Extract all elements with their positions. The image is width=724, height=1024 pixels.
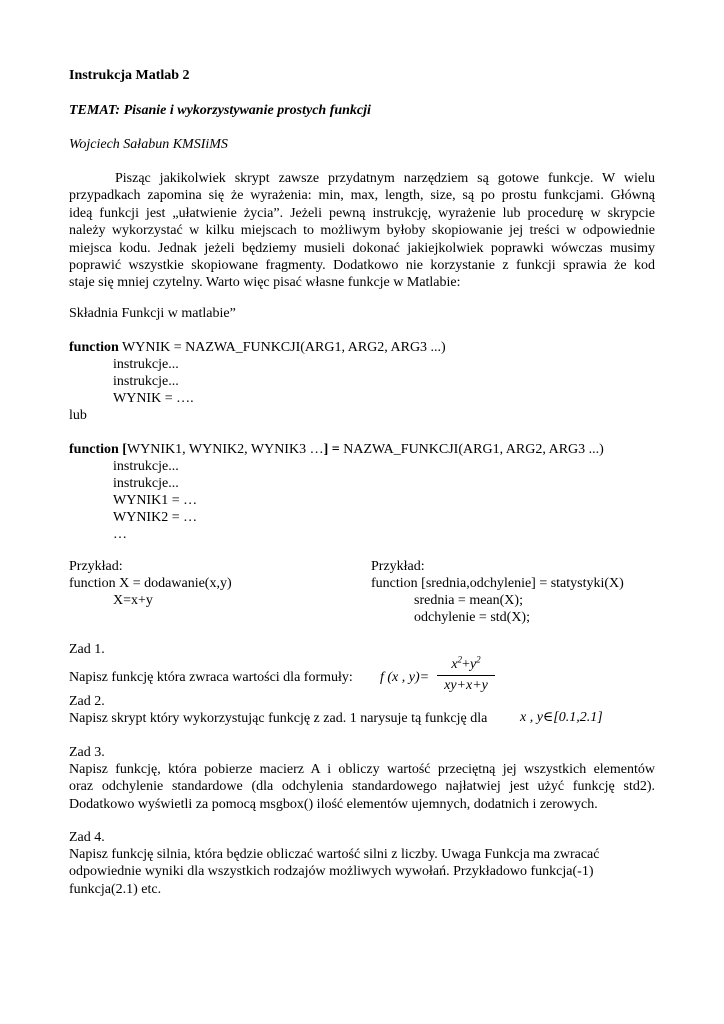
task3-paragraph [69,761,655,813]
syntax2-signature [69,441,604,458]
doc-author: Wojciech Sałabun KMSIiMS [69,137,228,152]
task3-line: Napisz funkcję, która pobierze macierz A i obliczy wartość przeciętną jej wszystkich elementów [69,762,655,777]
doc-topic: TEMAT: Pisanie i wykorzystywanie prostych funkcji [69,103,371,118]
function-keyword: function [69,442,119,457]
task2-math: x , y∈[0.1,2.1] [520,710,603,725]
task2-title: Zad 2. [69,694,105,709]
example-left-label: Przykład: [69,559,123,574]
function-keyword: function [69,340,119,355]
formula-denominator: xy+x+y [444,678,488,694]
formula-numerator: $x^2+y^2$ [451,654,481,672]
intro-line: Pisząc jakikolwiek skrypt zawsze przydatnym narzędziem są gotowe funkcje. W wielu [115,171,655,186]
task4-line: funkcja(2.1) etc. [69,881,162,897]
intro-line: należy wykorzystać w kilku miejscach to możliwym byłoby skopiowanie jej treści w odpowiednie [69,223,655,239]
task4-title: Zad 4. [69,830,105,845]
bracket-close-eq: ] = [323,442,340,457]
syntax2-outputs: WYNIK1, WYNIK2, WYNIK3 … [126,442,324,457]
example-right-line: function [srednia,odchylenie] = statystyki(X) [371,576,624,591]
intro-line: ideą funkcji jest „ułatwienie życia”. Jeżeli pewną instrukcję, wyrażenie lub procedurę w skrypcie [69,205,655,221]
syntax1-signature [69,339,446,356]
syntax1-body-line: instrukcje... [113,374,179,389]
intro-line: staje się mniej czytelny. Warto więc pisać własne funkcje w Matlabie: [69,275,461,291]
syntax2-body-line: instrukcje... [113,459,179,474]
formula-lhs: f (x , y)= [380,670,430,685]
syntax1-body-line: WYNIK = …. [113,391,194,406]
intro-line: poprawić wszystkie skopiowane fragmenty. Dodatkowo nie korzystanie z funkcji sprawia że kod [69,258,655,274]
fraction-bar [437,675,495,676]
intro-line: przypadkach zapomina się że wyrażenia: min, max, length, size, są po prostu funkcjami. Główną [69,188,655,204]
example-right-label: Przykład: [371,559,425,574]
syntax2-body-line: WYNIK2 = … [113,510,198,525]
syntax1-rest: WYNIK = NAZWA_FUNKCJI(ARG1, ARG2, ARG3 ...) [118,340,446,355]
intro-line: miejsca kodu. Jednak jeżeli będziemy musieli dokonać jakiejkolwiek poprawki wówczas musimy [69,240,655,256]
task4-paragraph [69,846,625,898]
task3-line: Dodatkowo wyświetli za pomocą msgbox() ilość elementów ujemnych, dodatnich i zerowych. [69,796,598,812]
or-word: lub [69,408,87,423]
example-left-line: X=x+y [113,593,153,608]
example-right-line: srednia = mean(X); [414,593,523,608]
task4-line: Napisz funkcję silnia, która będzie obliczać wartość silni z liczby. Uwaga Funkcja ma zwracać [69,847,600,862]
task2-text: Napisz skrypt który wykorzystując funkcję z zad. 1 narysuje tą funkcję dla [69,711,488,726]
task3-title: Zad 3. [69,745,105,760]
task1-text: Napisz funkcję która zwraca wartości dla formuły: [69,670,353,685]
task4-line: odpowiednie wyniki dla wszystkich rodzajów możliwych wywołań. Przykładowo funkcja(-1) [69,864,594,880]
formula-fraction [437,656,495,695]
syntax2-body-line: … [113,527,127,542]
syntax2-rest: NAZWA_FUNKCJI(ARG1, ARG2, ARG3 ...) [339,442,604,457]
intro-paragraph [69,170,655,292]
syntax2-body-line: WYNIK1 = … [113,493,198,508]
syntax2-body-line: instrukcje... [113,476,179,491]
example-right-line: odchylenie = std(X); [414,610,530,625]
task3-line: oraz odchylenie standardowe (dla odchylenia standardowego najłatwiej jest użyć funkcję std2). [69,779,655,795]
syntax1-body-line: instrukcje... [113,357,179,372]
example-left-line: function X = dodawanie(x,y) [69,576,232,591]
task1-title: Zad 1. [69,642,105,657]
bracket-open: [ [118,442,127,457]
syntax-heading: Składnia Funkcji w matlabie” [69,306,236,321]
doc-title: Instrukcja Matlab 2 [69,68,190,83]
